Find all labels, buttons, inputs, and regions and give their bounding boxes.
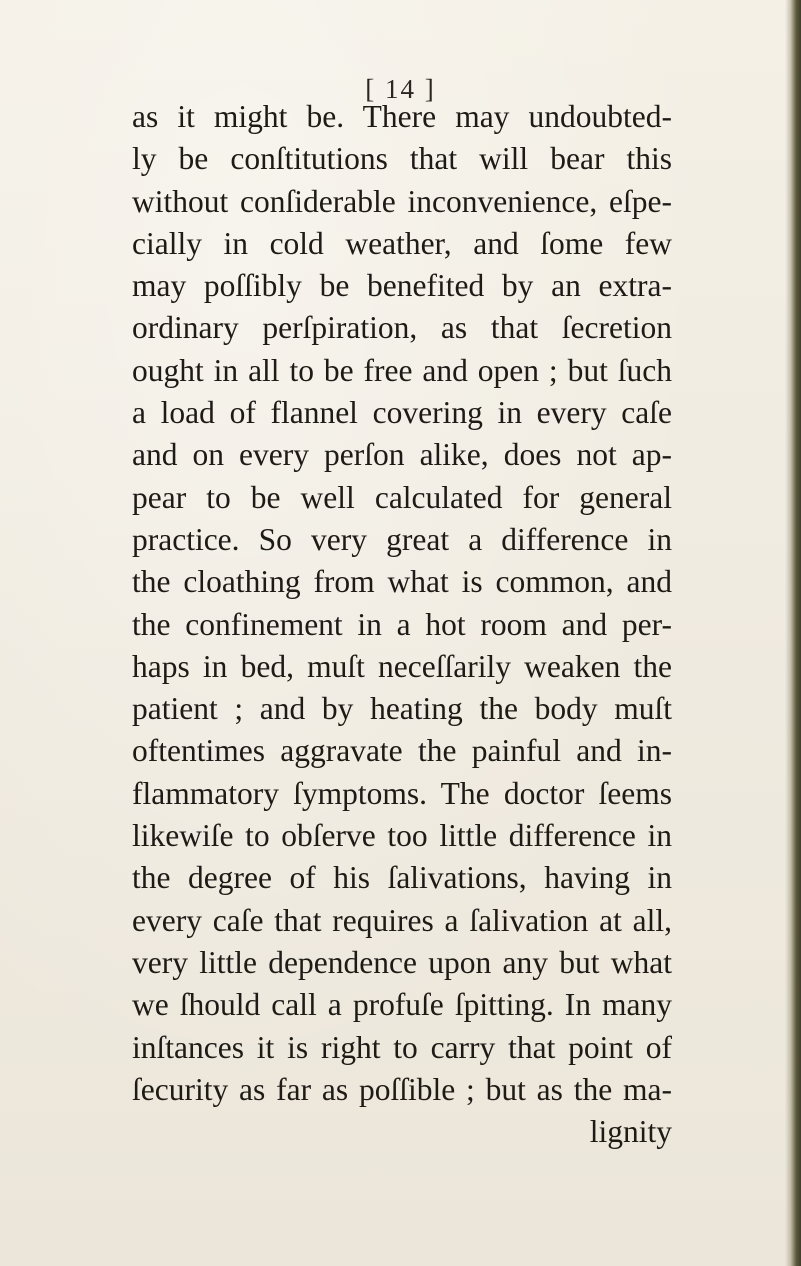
- text-line: ought in all to be free and open ; but ſuch: [132, 352, 672, 388]
- text-line: we ſhould call a profuſe ſpitting. In many: [132, 987, 672, 1023]
- text-line: ſecurity as far as poſſible ; but as the ma-: [132, 1071, 672, 1107]
- text-line: oftentimes aggravate the painful and in-: [132, 733, 672, 769]
- text-line: and on every perſon alike, does not ap-: [132, 437, 672, 473]
- text-line: very little dependence upon any but what: [132, 944, 672, 980]
- text-line: cially in cold weather, and ſome few: [132, 225, 672, 261]
- text-line: pear to be well calculated for general: [132, 479, 672, 515]
- text-line: the confinement in a hot room and per-: [132, 606, 672, 642]
- text-line: every caſe that requires a ſalivation at all,: [132, 902, 672, 938]
- text-line: flammatory ſymptoms. The doctor ſeems: [132, 775, 672, 811]
- text-line: likewiſe to obſerve too little difference in: [132, 818, 672, 854]
- text-line: inſtances it is right to carry that point of: [132, 1029, 672, 1065]
- page-edge: [785, 0, 801, 1266]
- text-line: haps in bed, muſt neceſſarily weaken the: [132, 648, 672, 684]
- text-line: the degree of his ſalivations, having in: [132, 860, 672, 896]
- catchword: lignity: [589, 1114, 672, 1150]
- page-number: [ 14 ]: [365, 74, 436, 104]
- text-line: the cloathing from what is common, and: [132, 564, 672, 600]
- text-line: ly be conſtitutions that will bear this: [132, 141, 672, 177]
- text-line: as it might be. There may undoubted-: [132, 99, 672, 134]
- text-line: practice. So very great a difference in: [132, 521, 672, 557]
- text-line: ordinary perſpiration, as that ſecretion: [132, 310, 672, 346]
- text-line: may poſſibly be benefited by an extra-: [132, 268, 672, 304]
- text-line: patient ; and by heating the body muſt: [132, 691, 672, 727]
- text-line: without conſiderable inconvenience, eſpe-: [132, 183, 672, 219]
- text-line: a load of flannel covering in every caſe: [132, 395, 672, 431]
- body-text: [132, 96, 672, 1153]
